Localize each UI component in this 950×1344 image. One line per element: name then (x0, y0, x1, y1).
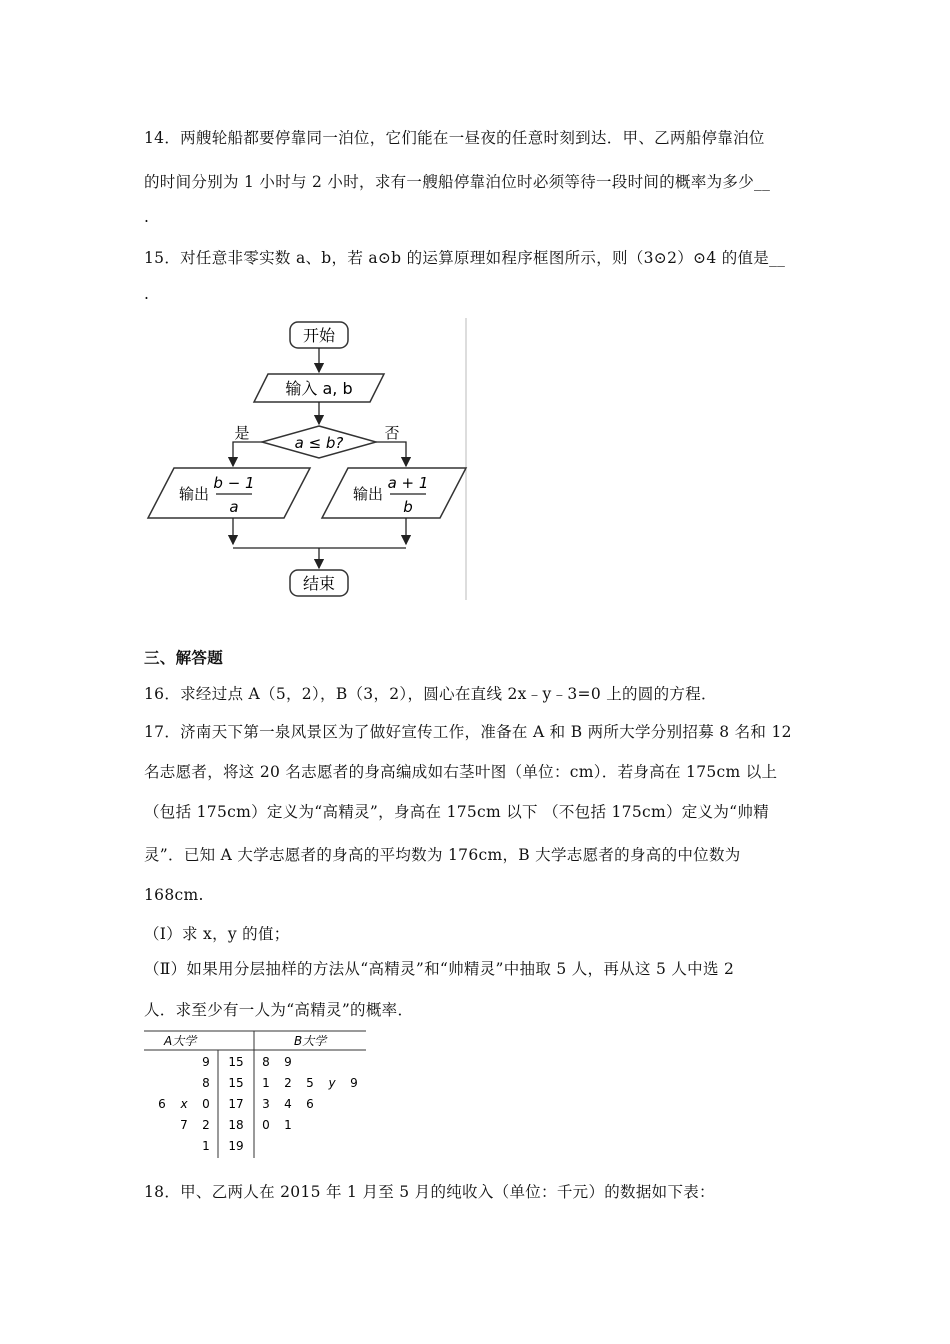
stemleaf-b-leaf: 9 (350, 1076, 358, 1090)
output-right-label: 输出 (352, 485, 384, 503)
end-label: 结束 (302, 574, 336, 593)
stemleaf-a-leaf: 0 (202, 1097, 210, 1111)
output-right-denominator: b (403, 498, 413, 516)
output-right-numerator: a + 1 (387, 474, 429, 492)
stemleaf-a-leaf: 9 (202, 1055, 210, 1069)
stemleaf-b-leaf: 5 (306, 1076, 314, 1090)
stemleaf-b-leaf: 0 (262, 1118, 270, 1132)
stemleaf-b-leaf: 3 (262, 1097, 270, 1111)
stemleaf-stem: 17 (228, 1097, 244, 1111)
stemleaf-b-leaf: 8 (262, 1055, 270, 1069)
q16-line1: 16．求经过点 A（5，2），B（3，2），圆心在直线 2x﹣y﹣3=0 上的圆的方程． (144, 685, 717, 703)
flowchart (144, 318, 474, 600)
stemleaf-b-leaf: 6 (306, 1097, 314, 1111)
condition-label: a ≤ b? (294, 434, 344, 452)
q17-part1: （Ⅰ）求 x，y 的值； (144, 925, 290, 943)
input-label: 输入 a, b (285, 379, 353, 398)
q17-line3: （包括 175cm）定义为“高精灵”，身高在 175cm 以下 （不包括 175cm）定义为“帅精 (144, 803, 769, 821)
arrow-yes (233, 442, 262, 466)
q17-line1: 17．济南天下第一泉风景区为了做好宣传工作，准备在 A 和 B 两所大学分别招募 8 名和 12 (144, 723, 792, 741)
stemleaf-b-leaf: 2 (284, 1076, 292, 1090)
stemleaf-stem: 15 (228, 1055, 244, 1069)
stemleaf-a-leaf: 7 (180, 1118, 188, 1132)
stemleaf-b-leaf: 4 (284, 1097, 292, 1111)
stemleaf-a-leaf: 8 (202, 1076, 210, 1090)
stemleaf-a-leaf: 6 (158, 1097, 166, 1111)
stemleaf-header-a: A大学 (164, 1034, 197, 1048)
output-left-numerator: b − 1 (213, 474, 255, 492)
stemleaf-a-leaf: 1 (202, 1139, 210, 1153)
no-label: 否 (384, 424, 400, 442)
stemleaf-stem: 19 (228, 1139, 244, 1153)
stemleaf-stem: 18 (228, 1118, 244, 1132)
stemleaf-stem: 15 (228, 1076, 244, 1090)
stemleaf-header-b: B大学 (294, 1034, 327, 1048)
stemleaf-a-leaf: 2 (202, 1118, 210, 1132)
section-3-title: 三、解答题 (144, 648, 224, 667)
q17-part2-line1: （Ⅱ）如果用分层抽样的方法从“高精灵”和“帅精灵”中抽取 5 人，再从这 5 人中选 2 (144, 960, 735, 978)
stemleaf-b-leaf: 1 (284, 1118, 292, 1132)
arrow-no (376, 442, 406, 466)
q14-line2: 的时间分别为 1 小时与 2 小时，求有一艘船停靠泊位时必须等待一段时间的概率为多少__ (144, 173, 771, 191)
q14-line3: . (144, 208, 150, 226)
stem-leaf-plot (144, 1030, 370, 1160)
stemleaf-b-leaf: y (328, 1076, 336, 1090)
q18-line1: 18．甲、乙两人在 2015 年 1 月至 5 月的纯收入（单位：千元）的数据如下表： (144, 1183, 715, 1201)
q17-part2-line2: 人．求至少有一人为“高精灵”的概率． (144, 1001, 414, 1019)
q14-line1: 14．两艘轮船都要停靠同一泊位，它们能在一昼夜的任意时刻到达．甲、乙两船停靠泊位 (144, 129, 765, 147)
q17-line4: 灵”．已知 A 大学志愿者的身高的平均数为 176cm，B 大学志愿者的身高的中位数为 (144, 846, 741, 864)
q17-line2: 名志愿者，将这 20 名志愿者的身高编成如右茎叶图（单位：cm）．若身高在 175cm 以上 (144, 763, 778, 781)
stemleaf-b-leaf: 9 (284, 1055, 292, 1069)
output-left-label: 输出 (178, 485, 210, 503)
start-label: 开始 (302, 326, 336, 345)
q17-line5: 168cm. (144, 886, 204, 904)
yes-label: 是 (234, 424, 250, 442)
stemleaf-a-leaf: x (180, 1097, 188, 1111)
q15-line2: . (144, 285, 150, 303)
q15-line1: 15．对任意非零实数 a、b，若 a⊙b 的运算原理如程序框图所示，则（3⊙2）⊙4 的值是__ (144, 249, 786, 267)
stemleaf-b-leaf: 1 (262, 1076, 270, 1090)
output-left-denominator: a (229, 498, 239, 516)
